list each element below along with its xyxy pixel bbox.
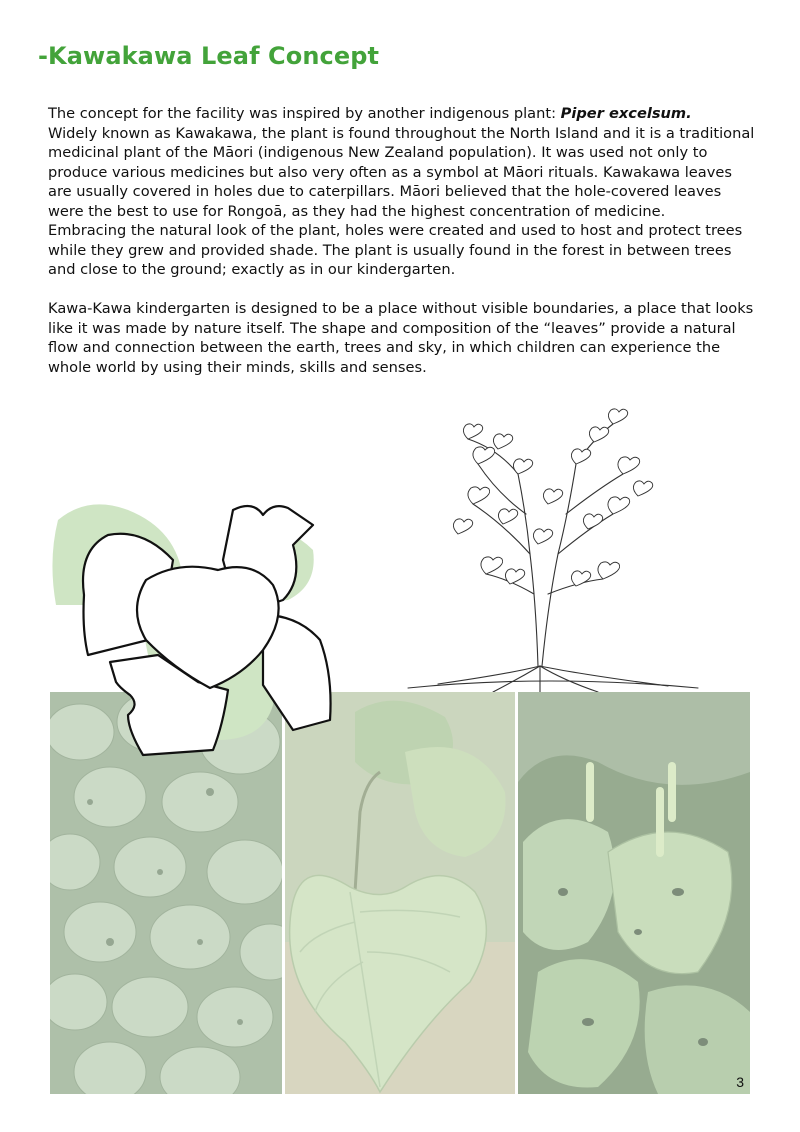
latin-name: Piper excelsum. xyxy=(560,105,692,122)
kawakawa-plant-sketch-icon xyxy=(398,404,712,694)
flower-spike-photo-icon xyxy=(518,692,750,1094)
intro-body: Widely known as Kawakawa, the plant is found throughout the North Island and it is a traditional medicinal plant of the Māori (indigenous New Zealand population). It was used not only to produce various medicines but also very often as a symbol at Māori rituals. Kawakawa leaves are usually covered in holes due to caterpillars. Māori believed that the hole-covered leaves were the best to use for Rongoā, as they had the highest concentration of medicine. xyxy=(48,124,755,220)
leaf-outline-diagram-icon xyxy=(48,490,348,760)
intro-paragraph xyxy=(48,104,760,221)
paragraph-trees: Embracing the natural look of the plant, holes were created and used to host and protect trees while they grew and provided shade. The plant is usually found in the forest in between trees and close to the ground; exactly as in our kindergarten. xyxy=(48,222,743,278)
body-text xyxy=(48,104,760,377)
kawakawa-flower-spike-photo xyxy=(518,692,750,1094)
intro-lead: The concept for the facility was inspired by another indigenous plant: xyxy=(48,105,561,122)
paragraph-concept: Kawa-Kawa kindergarten is designed to be a place without visible boundaries, a place that looks like it was made by nature itself. The shape and composition of the “leaves” provide a natural flow and connection between the earth, trees and sky, in which children can experience the whole world by using their minds, skills and senses. xyxy=(48,300,754,376)
page-title: -Kawakawa Leaf Concept xyxy=(38,42,380,70)
page-number: 3 xyxy=(736,1074,744,1090)
